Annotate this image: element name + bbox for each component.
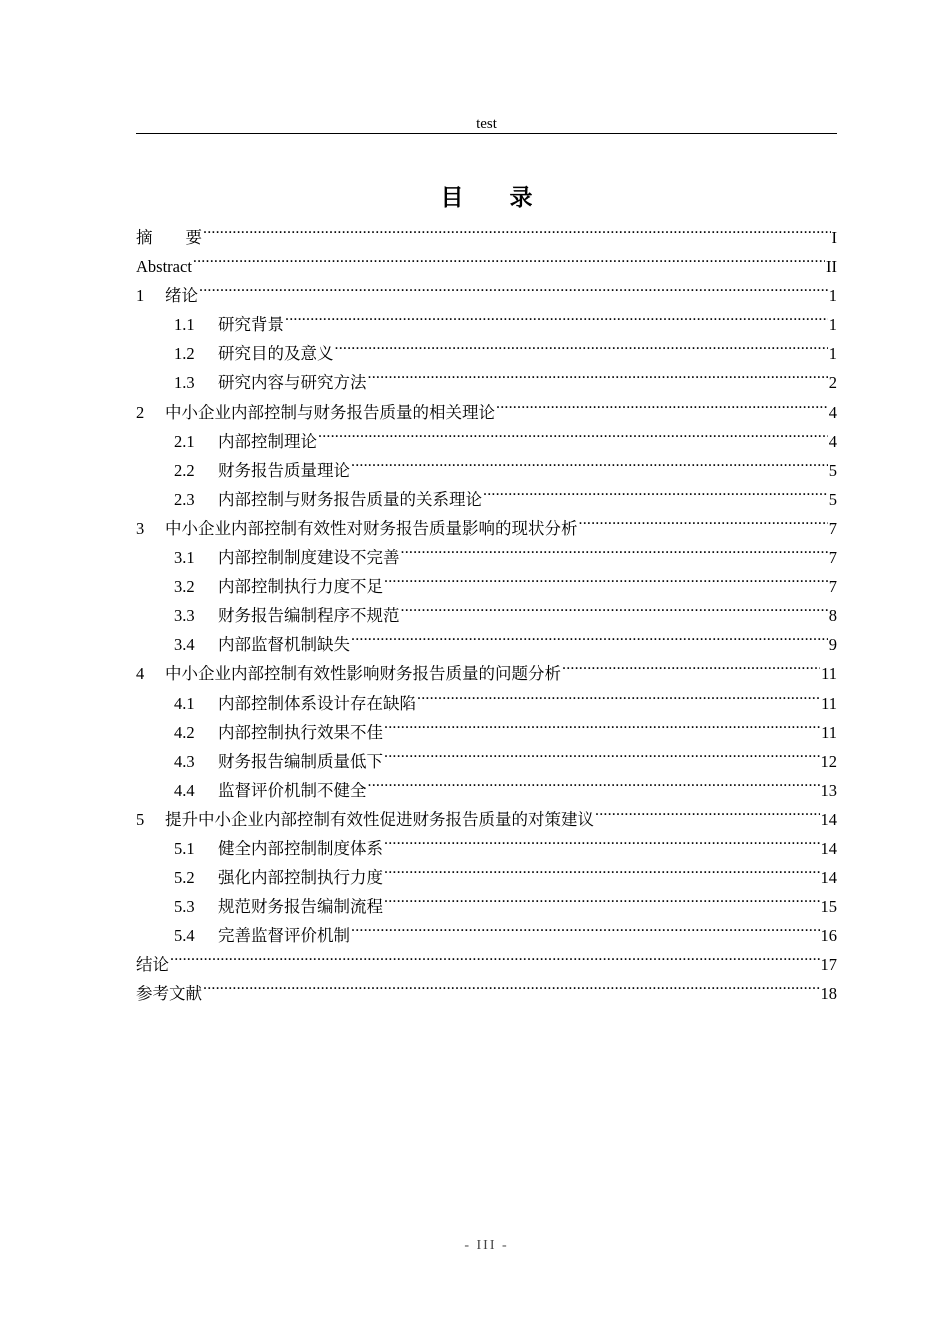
toc-entry-page: 14 xyxy=(820,809,837,829)
toc-entry-title: 监督评价机制不健全 xyxy=(218,780,367,800)
toc-entry-number: 5 xyxy=(136,809,145,829)
toc-title: 目 录 xyxy=(440,184,533,211)
toc-entry-page: 5 xyxy=(828,489,837,509)
toc-entry-page: 7 xyxy=(828,548,837,568)
toc-leader-dots xyxy=(335,330,828,359)
toc-entry-number: 4 xyxy=(136,664,145,684)
toc-entry-page: 14 xyxy=(820,838,837,858)
toc-entry-number: 1.1 xyxy=(174,315,195,335)
toc-entry-title: 内部控制执行力度不足 xyxy=(218,577,383,597)
toc-entry-number: 2.2 xyxy=(174,460,195,480)
table-of-contents xyxy=(136,214,837,1004)
toc-entry-title: 内部控制体系设计存在缺陷 xyxy=(218,693,416,713)
toc-leader-dots xyxy=(318,418,828,447)
toc-entry-title: 研究背景 xyxy=(218,315,284,335)
toc-entry-title: 健全内部控制制度体系 xyxy=(218,838,383,858)
toc-entry-number: 3 xyxy=(136,518,145,538)
toc-entry-page: 11 xyxy=(821,722,837,742)
toc-entry-page: 12 xyxy=(820,751,837,771)
toc-entry-number: 4.3 xyxy=(174,751,195,771)
toc-leader-dots xyxy=(595,796,820,825)
toc-entry-title: 中小企业内部控制有效性对财务报告质量影响的现状分析 xyxy=(165,518,578,538)
toc-entry-number: 2.1 xyxy=(174,431,195,451)
toc-entry-title: 摘 要 xyxy=(136,228,202,247)
toc-entry-title: 财务报告质量理论 xyxy=(218,460,350,480)
toc-entry[interactable] xyxy=(136,970,837,1004)
toc-entry-title: 内部监督机制缺失 xyxy=(218,635,350,655)
toc-leader-dots xyxy=(351,912,820,941)
toc-entry-page: 17 xyxy=(820,955,837,975)
toc-entry-page: 16 xyxy=(820,926,837,946)
toc-entry[interactable] xyxy=(136,214,837,247)
toc-leader-dots xyxy=(384,738,820,767)
toc-entry-page: 13 xyxy=(820,780,837,800)
toc-entry-page: 7 xyxy=(828,577,837,597)
toc-entry-page: 11 xyxy=(821,664,837,684)
toc-leader-dots xyxy=(203,214,831,243)
toc-entry-number: 3.4 xyxy=(174,635,195,655)
toc-entry-title: 内部控制与财务报告质量的关系理论 xyxy=(218,489,482,509)
toc-entry-page: 18 xyxy=(820,984,837,1004)
toc-entry-title: 参考文献 xyxy=(136,984,202,1004)
toc-leader-dots xyxy=(203,970,820,999)
toc-entry-number: 1 xyxy=(136,286,145,306)
toc-entry-number: 4.4 xyxy=(174,780,195,800)
toc-entry-page: 5 xyxy=(828,460,837,480)
toc-entry-title: 规范财务报告编制流程 xyxy=(218,897,383,917)
toc-entry-title: 中小企业内部控制有效性影响财务报告质量的问题分析 xyxy=(165,664,561,684)
toc-entry-number: 3.2 xyxy=(174,577,195,597)
toc-leader-dots xyxy=(483,476,828,505)
toc-entry[interactable] xyxy=(136,243,837,277)
toc-entry-title: 内部控制执行效果不佳 xyxy=(218,722,383,742)
toc-entry-page: 4 xyxy=(828,431,837,451)
toc-leader-dots xyxy=(368,359,828,388)
toc-entry-title: 财务报告编制程序不规范 xyxy=(218,606,400,626)
toc-entry-page: 2 xyxy=(828,373,837,393)
toc-entry-page: 15 xyxy=(820,897,837,917)
toc-leader-dots xyxy=(417,680,820,709)
toc-entry-title: 研究内容与研究方法 xyxy=(218,373,367,393)
toc-leader-dots xyxy=(384,825,820,854)
toc-leader-dots xyxy=(351,621,828,650)
page-header: test xyxy=(476,116,497,132)
toc-leader-dots xyxy=(285,301,828,330)
toc-entry-page: 11 xyxy=(821,693,837,713)
header-rule xyxy=(136,133,837,134)
toc-entry-number: 4.1 xyxy=(174,693,195,713)
page-number: - III - xyxy=(464,1238,509,1253)
toc-entry-number: 5.2 xyxy=(174,868,195,888)
toc-entry-number: 3.3 xyxy=(174,606,195,626)
toc-entry[interactable] xyxy=(136,301,837,335)
toc-entry-title: 财务报告编制质量低下 xyxy=(218,751,383,771)
toc-entry-page: 1 xyxy=(828,286,837,306)
toc-entry-title: 内部控制制度建设不完善 xyxy=(218,548,400,568)
toc-leader-dots xyxy=(496,389,828,418)
toc-entry-title: 强化内部控制执行力度 xyxy=(218,868,383,888)
toc-entry-number: 2.3 xyxy=(174,489,195,509)
toc-entry-page: 1 xyxy=(828,344,837,364)
toc-entry-title: 绪论 xyxy=(165,286,198,306)
toc-entry-number: 5.1 xyxy=(174,838,195,858)
toc-leader-dots xyxy=(384,709,820,738)
toc-entry-page: 1 xyxy=(828,315,837,335)
toc-leader-dots xyxy=(368,767,820,796)
toc-leader-dots xyxy=(401,592,828,621)
toc-entry-title: 完善监督评价机制 xyxy=(218,926,350,946)
toc-entry-title: 内部控制理论 xyxy=(218,431,317,451)
toc-leader-dots xyxy=(401,534,828,563)
toc-entry-number: 1.3 xyxy=(174,373,195,393)
toc-leader-dots xyxy=(384,883,820,912)
toc-leader-dots xyxy=(351,447,828,476)
toc-entry-title: 结论 xyxy=(136,955,169,975)
toc-entry[interactable] xyxy=(136,941,837,975)
toc-entry-number: 4.2 xyxy=(174,722,195,742)
toc-entry-title: 提升中小企业内部控制有效性促进财务报告质量的对策建议 xyxy=(165,809,594,829)
toc-entry-number: 2 xyxy=(136,402,145,422)
toc-entry-page: II xyxy=(826,257,837,277)
toc-entry-number: 3.1 xyxy=(174,548,195,568)
toc-entry-page: 7 xyxy=(828,518,837,538)
toc-leader-dots xyxy=(384,854,820,883)
toc-entry-number: 5.3 xyxy=(174,897,195,917)
toc-entry-page: 14 xyxy=(820,868,837,888)
toc-leader-dots xyxy=(384,563,828,592)
toc-entry-page: 9 xyxy=(828,635,837,655)
toc-leader-dots xyxy=(199,272,828,301)
toc-entry-title: 中小企业内部控制与财务报告质量的相关理论 xyxy=(165,402,495,422)
toc-entry-page: 4 xyxy=(828,402,837,422)
toc-entry[interactable] xyxy=(136,272,837,306)
toc-entry-number: 5.4 xyxy=(174,926,195,946)
toc-entry-page: 8 xyxy=(828,606,837,626)
toc-leader-dots xyxy=(562,650,820,679)
toc-leader-dots xyxy=(170,941,820,970)
toc-leader-dots xyxy=(193,243,825,272)
toc-entry-number: 1.2 xyxy=(174,344,195,364)
toc-leader-dots xyxy=(579,505,828,534)
toc-entry-page: I xyxy=(831,228,837,247)
toc-entry-title: Abstract xyxy=(136,257,192,277)
toc-entry-title: 研究目的及意义 xyxy=(218,344,334,364)
